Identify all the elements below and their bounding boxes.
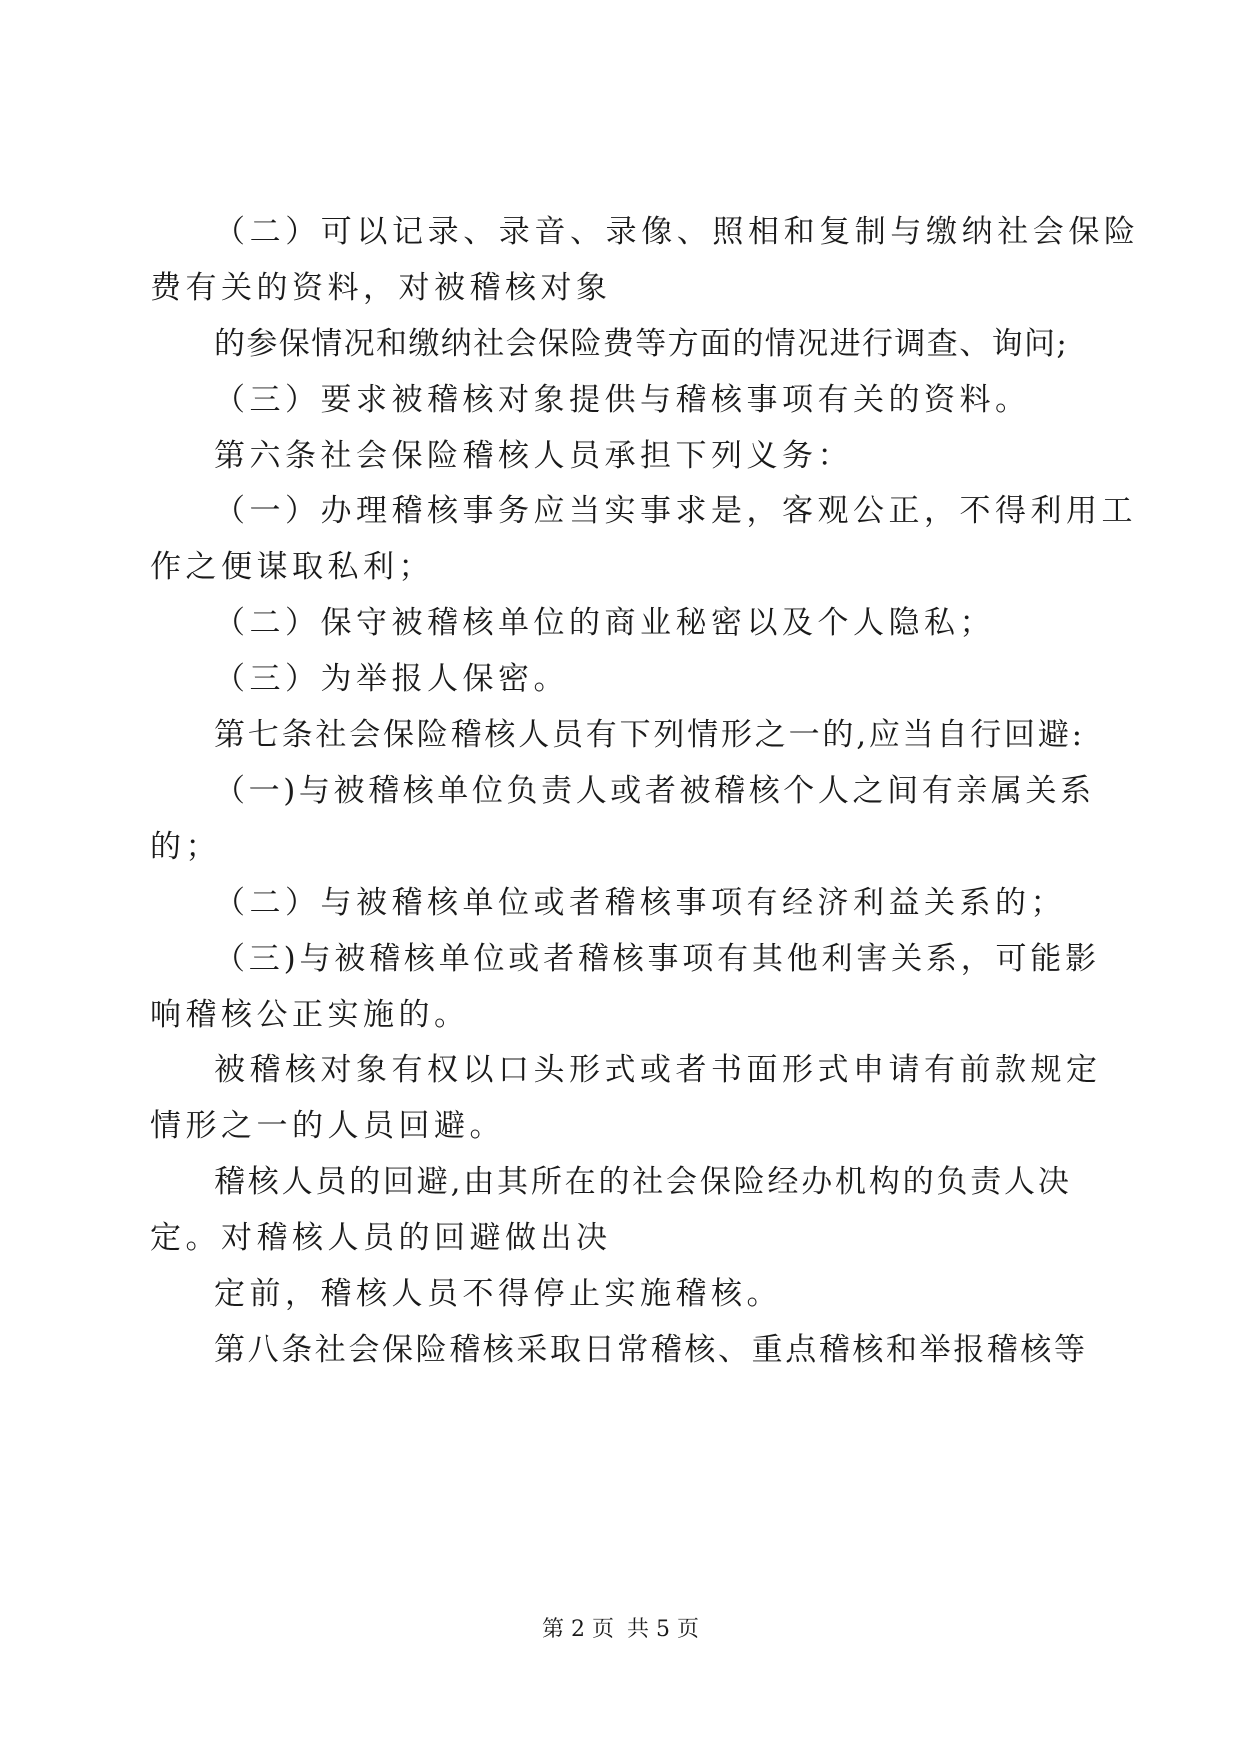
text-line: 第六条社会保险稽核人员承担下列义务： — [214, 438, 853, 474]
text-line: （二）保守被稽核单位的商业秘密以及个人隐私； — [214, 605, 995, 641]
text-line: （二）可以记录、录音、录像、照相和复制与缴纳社会保险 — [214, 214, 1140, 250]
text-line: 稽核人员的回避,由其所在的社会保险经办机构的负责人决 — [214, 1164, 1072, 1200]
text-line: （三)与被稽核单位或者稽核事项有其他利害关系，可能影 — [214, 941, 1100, 977]
text-line: 费有关的资料，对被稽核对象 — [150, 270, 612, 306]
page-number: 第 2 页 — [542, 1617, 614, 1642]
text-line: 作之便谋取私利； — [150, 549, 434, 585]
text-line: 定。对稽核人员的回避做出决 — [150, 1220, 612, 1256]
text-line: 响稽核公正实施的。 — [150, 997, 470, 1033]
text-line: 第八条社会保险稽核采取日常稽核、重点稽核和举报稽核等 — [214, 1332, 1088, 1368]
text-line: 定前，稽核人员不得停止实施稽核。 — [214, 1276, 782, 1312]
text-line: 被稽核对象有权以口头形式或者书面形式申请有前款规定 — [214, 1052, 1102, 1088]
text-line: 情形之一的人员回避。 — [150, 1108, 505, 1144]
page-total: 共 5 页 — [627, 1617, 699, 1642]
text-line: （一）办理稽核事务应当实事求是，客观公正，不得利用工 — [214, 493, 1137, 529]
text-line: 的参保情况和缴纳社会保险费等方面的情况进行调查、询问; — [214, 326, 1069, 362]
page-footer — [0, 1615, 1241, 1645]
text-line: 的； — [150, 829, 221, 865]
text-line: （三）要求被稽核对象提供与稽核事项有关的资料。 — [214, 382, 1031, 418]
text-line: （一)与被稽核单位负责人或者被稽核个人之间有亲属关系 — [214, 773, 1095, 809]
text-line: 第七条社会保险稽核人员有下列情形之一的,应当自行回避: — [214, 717, 1085, 753]
text-line: （三）为举报人保密。 — [214, 661, 569, 697]
text-line: （二）与被稽核单位或者稽核事项有经济利益关系的； — [214, 885, 1066, 921]
